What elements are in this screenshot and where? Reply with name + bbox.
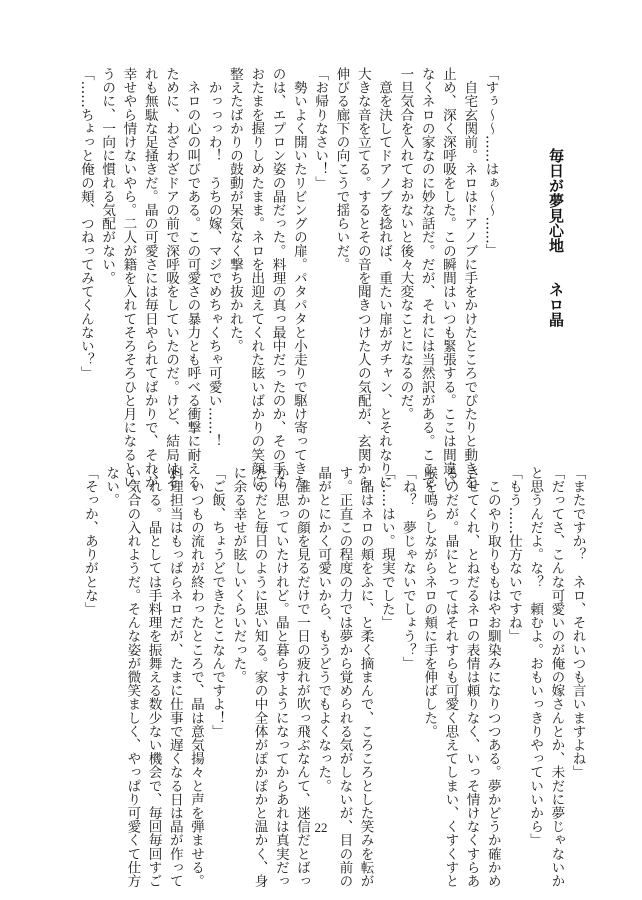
text-line: に余る幸せが眩しいくらいだった。 bbox=[230, 466, 247, 684]
text-line: す。正直この程度の力では夢から覚められる気がしないが、目の前の bbox=[336, 466, 353, 888]
text-line: 整えたばかりの鼓動が呆気なく撃ち抜かれた。 bbox=[226, 67, 243, 353]
text-line: 晶がとにかく可愛いから、もうどうでもよくなった。 bbox=[315, 466, 332, 793]
text-line: たのだと毎日のように思い知る。家の中全体がぽかぽかと温かく、身 bbox=[251, 466, 268, 888]
text-line: 伸びる廊下の向こうで揺らいだ。 bbox=[333, 67, 350, 271]
text-line: 晶はネロの頬をふに、と柔く摘まんで、ころころとした笑みを転が bbox=[357, 466, 374, 888]
text-line: このやり取りももはやお馴染みになりつつある。夢かどうか確かめ bbox=[484, 466, 501, 888]
page-number: 22 bbox=[314, 820, 328, 835]
text-line: 意を決してドアノブを捻れば、重たい扉がガチャン、とそれなりに bbox=[376, 67, 393, 489]
text-line: のは、エプロン姿の晶だった。料理の真っ最中だったのか、その手に bbox=[269, 67, 286, 489]
text-line: 「だってさ、こんな可愛いのが俺の嫁さんとか、未だに夢じゃないか bbox=[548, 466, 565, 888]
text-line: おたまを握りしめたまま。ネロを出迎えてくれた眩いばかりの笑顔に、 bbox=[248, 67, 265, 503]
text-line: 勢いよく開いたリビングの扉。パタパタと小走りで駆け寄ってきた bbox=[290, 67, 307, 489]
text-line: 料理担当はもっぱらネロだが、たまに仕事で遅くなる日は晶が作って bbox=[166, 466, 183, 888]
text-line: 止め、深く深呼吸をした。この瞬間はいつも緊張する。ここは間違い bbox=[439, 67, 456, 489]
text-line: 幸せやら情けないやら。二人が籍を入れてそろそろひと月になるとい bbox=[120, 67, 137, 489]
text-line: 「またですか？ ネロ、それいつも言いますよね」 bbox=[569, 466, 586, 779]
author-name: ネロ晶 bbox=[547, 282, 565, 327]
text-line: ない。 bbox=[103, 466, 120, 507]
text-line: 喉を鳴らしながらネロの頬に手を伸ばした。 bbox=[421, 466, 438, 738]
text-line: ネロの心の叫びである。この可愛さの暴力とも呼べる衝撃に耐える bbox=[184, 67, 201, 489]
text-line: れも無駄な足掻きだ。晶の可愛さには毎日やられてばかりで、それが bbox=[141, 67, 158, 489]
story-title: 毎日が夢見心地 bbox=[547, 148, 565, 253]
text-line: 自宅玄関前。ネロはドアノブに手をかけたところでぴたりと動きを bbox=[461, 67, 478, 489]
text-line: 「すぅ〜〜……はぁ〜〜……」 bbox=[482, 67, 499, 258]
text-line: かっっっわ！ うちの嫁、マジでめちゃくちゃ可愛い……！ bbox=[205, 67, 222, 448]
text-line: うのに、一向に慣れる気配がない。 bbox=[99, 67, 116, 285]
text-line: 大きな音を立てる。するとその音を聞きつけた人の気配が、玄関から bbox=[354, 67, 371, 489]
text-line: るのだが。晶にとってはそれすらも可愛く思えてしまい、くすくすと bbox=[442, 466, 459, 888]
text-line: いつもの流れが終わったところで、晶は意気揚々と声を弾ませる。 bbox=[187, 466, 204, 888]
text-line: させてくれ、とねだるネロの表情は頼りなく、いっそ情けなくすらあ bbox=[463, 466, 480, 888]
text-line: なくネロの家なのに妙な話だ。だが、それには当然訳がある。ここで bbox=[418, 67, 435, 489]
text-line: と思うんだよ。な？ 頼むよ。おもいっきりやっていいから」 bbox=[527, 466, 544, 847]
text-line: 「そっか、ありがとな」 bbox=[81, 466, 98, 616]
text-line: 「ご飯、ちょうどできたとこなんですよ！」 bbox=[209, 466, 226, 738]
text-line: 「……はい。現実でした」 bbox=[378, 466, 395, 630]
text-line: くれる。晶としては手料理を振舞える数少ない機会で、毎回毎回すご bbox=[145, 466, 162, 888]
text-line: 「もう……仕方ないですね」 bbox=[505, 466, 522, 643]
text-line: 「お帰りなさい！」 bbox=[312, 67, 329, 190]
text-line: 一旦気合を入れておかないと後々大変なことになるのだ。 bbox=[397, 67, 414, 421]
text-line: 「ね？ 夢じゃないでしょう？」 bbox=[399, 466, 416, 670]
text-line: ために、わざわざドアの前で深呼吸をしていたのだ。けど、結局はそ bbox=[163, 67, 180, 489]
text-line: い気合の入れようだ。そんな姿が微笑ましく、やっぱり可愛くて仕方 bbox=[124, 466, 141, 888]
text-line: かり思っていたけれど。晶と暮らすようになってからあれは真実だっ bbox=[272, 466, 289, 888]
text-line: 誰かの顔を見るだけで一日の疲れが吹っ飛ぶなんて、迷信だとばっ bbox=[293, 466, 310, 888]
text-line: 「……ちょっと俺の頬、つねってみてくんない？」 bbox=[77, 67, 94, 380]
